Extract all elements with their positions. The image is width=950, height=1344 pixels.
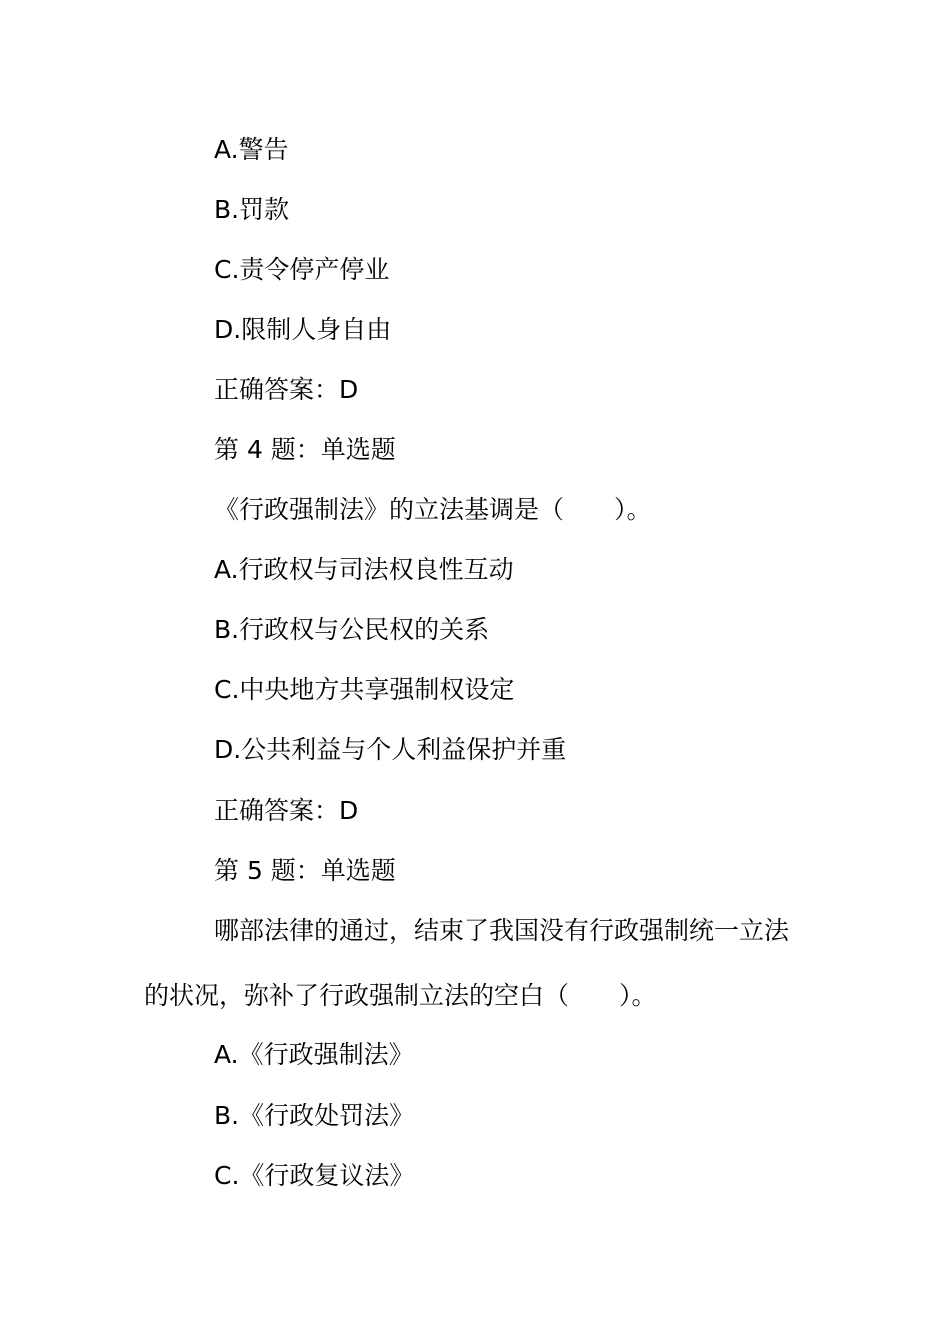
q4-answer: 正确答案：D bbox=[214, 796, 359, 825]
q4-option-c: C.中央地方共享强制权设定 bbox=[214, 675, 515, 704]
q4-option-a: A.行政权与司法权良性互动 bbox=[214, 555, 514, 584]
q5-option-b: B.《行政处罚法》 bbox=[214, 1101, 415, 1130]
q3-answer: 正确答案：D bbox=[214, 375, 359, 404]
q4-option-d: D.公共利益与个人利益保护并重 bbox=[214, 735, 567, 764]
q5-stem-line2: 的状况，弥补了行政强制立法的空白（ ）。 bbox=[144, 981, 657, 1010]
q3-option-b: B.罚款 bbox=[214, 195, 290, 224]
q3-option-c: C.责令停产停业 bbox=[214, 255, 390, 284]
q5-header: 第 5 题：单选题 bbox=[214, 856, 396, 885]
q5-stem-line1: 哪部法律的通过，结束了我国没有行政强制统一立法 bbox=[214, 916, 790, 945]
q3-option-d: D.限制人身自由 bbox=[214, 315, 392, 344]
q4-header: 第 4 题：单选题 bbox=[214, 435, 396, 464]
q4-option-b: B.行政权与公民权的关系 bbox=[214, 615, 490, 644]
q4-stem: 《行政强制法》的立法基调是（ ）。 bbox=[214, 495, 652, 524]
q5-option-c: C.《行政复议法》 bbox=[214, 1161, 415, 1190]
q5-option-a: A.《行政强制法》 bbox=[214, 1040, 414, 1069]
q3-option-a: A.警告 bbox=[214, 135, 289, 164]
